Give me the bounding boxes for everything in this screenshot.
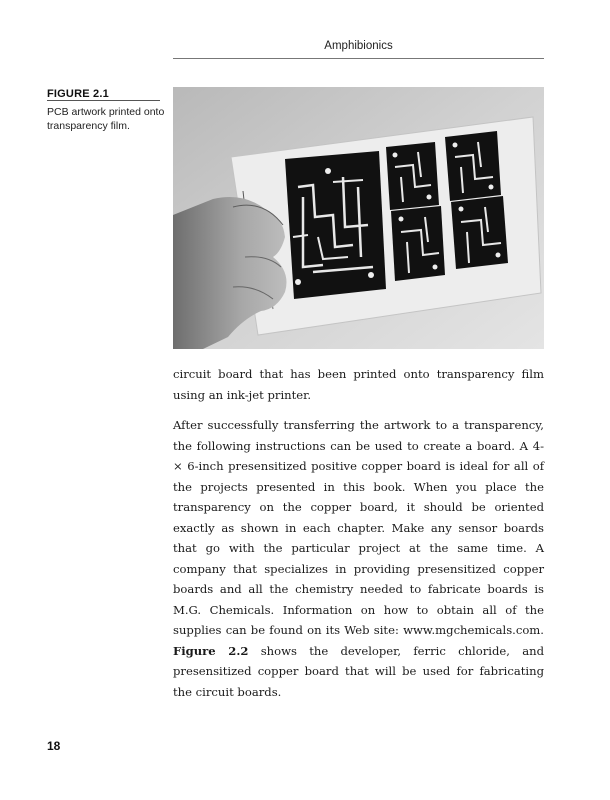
figure-label: FIGURE 2.1 (47, 88, 109, 100)
body-paragraph-2-tail: shows the developer, ferric chloride, and presensitized copper board that will be used for fabricating the circuit boards. (173, 643, 544, 699)
pcb-small-board-4 (451, 196, 508, 269)
pcb-small-board-1 (386, 142, 439, 210)
pcb-small-board-3 (391, 206, 445, 281)
body-text (173, 364, 544, 712)
figure-reference: Figure 2.2 (173, 643, 249, 658)
header-rule (173, 58, 544, 59)
pcb-large-board (285, 151, 386, 299)
figure-label-rule (47, 100, 160, 101)
page-number: 18 (47, 739, 61, 753)
figure-caption: PCB artwork printed onto transparency film. (47, 106, 165, 132)
body-paragraph-2-text: After successfully transferring the artwork to a transparency, the following instructions can be used to create a board. A 4- × 6-inch presensitized positive copper board is ideal for all of the projects presented in this book. When you place the transparency on the copper board, it should be oriented exactly as shown in each chapter. Make any sensor boards that go with the particular project at the same time. A company that specializes in providing presensitized copper boards and all the chemistry needed to fabricate boards is M.G. Chemicals. Information on how to obtain all of the supplies can be found on its Web site: www.mgchemicals.com. (173, 418, 544, 637)
body-paragraph-2 (173, 415, 544, 702)
body-paragraph-1: circuit board that has been printed onto transparency film using an ink-jet printer. (173, 367, 544, 402)
pcb-small-board-2 (445, 131, 501, 201)
running-head: Amphibionics (324, 40, 393, 52)
figure-photo (173, 87, 544, 349)
